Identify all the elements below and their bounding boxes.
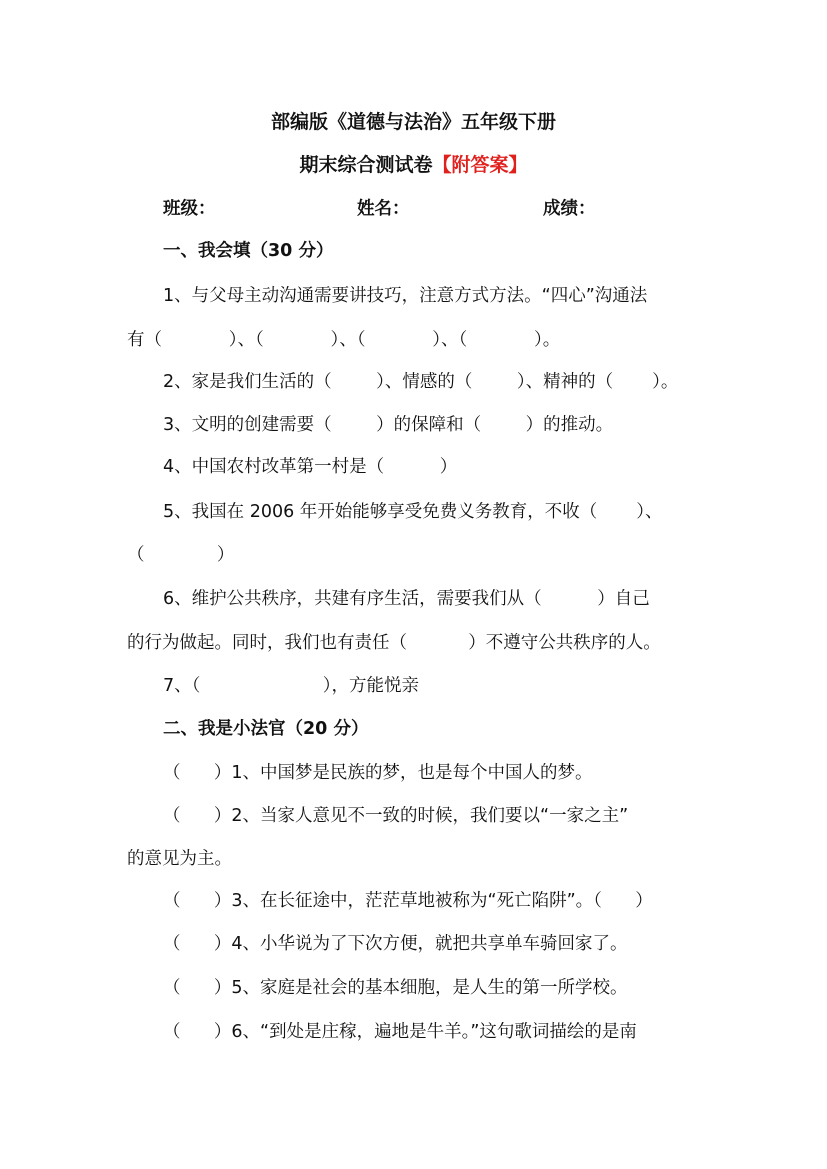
question-6-line2: 的行为做起。同时，我们也有责任（ ）不遵守公共秩序的人。: [127, 633, 661, 653]
section2-heading: 二、我是小法官（20 分）: [163, 719, 369, 739]
question-2: 2、家是我们生活的（ ）、情感的（ ）、精神的（ ）。: [163, 372, 679, 392]
judge-2-line2: 的意见为主。: [127, 849, 232, 869]
question-5-line1: 5、我国在 2006 年开始能够享受免费义务教育，不收（ ）、: [163, 502, 663, 522]
question-4: 4、中国农村改革第一村是（ ）: [163, 457, 458, 477]
judge-5: （ ）5、家庭是社会的基本细胞，是人生的第一所学校。: [163, 978, 628, 998]
judge-1: （ ）1、中国梦是民族的梦，也是每个中国人的梦。: [163, 763, 593, 783]
subtitle-text: 期末综合测试卷: [299, 154, 433, 176]
judge-4: （ ）4、小华说为了下次方便，就把共享单车骑回家了。: [163, 934, 628, 954]
question-3: 3、文明的创建需要（ ）的保障和（ ）的推动。: [163, 415, 614, 435]
class-label: 班级：: [163, 199, 216, 219]
question-1-line2: 有（ ）、（ ）、（ ）、（ ）。: [127, 330, 561, 350]
question-5-line2: （ ）: [127, 545, 235, 565]
section1-heading: 一、我会填（30 分）: [163, 241, 334, 261]
question-7: 7、（ ），方能悦亲: [163, 676, 420, 696]
question-6-line1: 6、维护公共秩序，共建有序生活，需要我们从（ ）自己: [163, 589, 650, 609]
document-title: 部编版《道德与法治》五年级下册: [270, 111, 556, 133]
judge-3: （ ）3、在长征途中，茫茫草地被称为“死亡陷阱”。（ ）: [163, 891, 653, 911]
question-1-line1: 1、与父母主动沟通需要讲技巧，注意方式方法。“四心”沟通法: [163, 286, 648, 306]
answer-tag: 【附答案】: [432, 154, 528, 176]
judge-2-line1: （ ）2、当家人意见不一致的时候，我们要以“一家之主”: [163, 806, 629, 826]
name-label: 姓名：: [357, 199, 410, 219]
document-subtitle: [0, 154, 827, 176]
score-label: 成绩：: [543, 199, 596, 219]
judge-6-line1: （ ）6、“到处是庄稼，遍地是牛羊。”这句歌词描绘的是南: [163, 1022, 637, 1042]
